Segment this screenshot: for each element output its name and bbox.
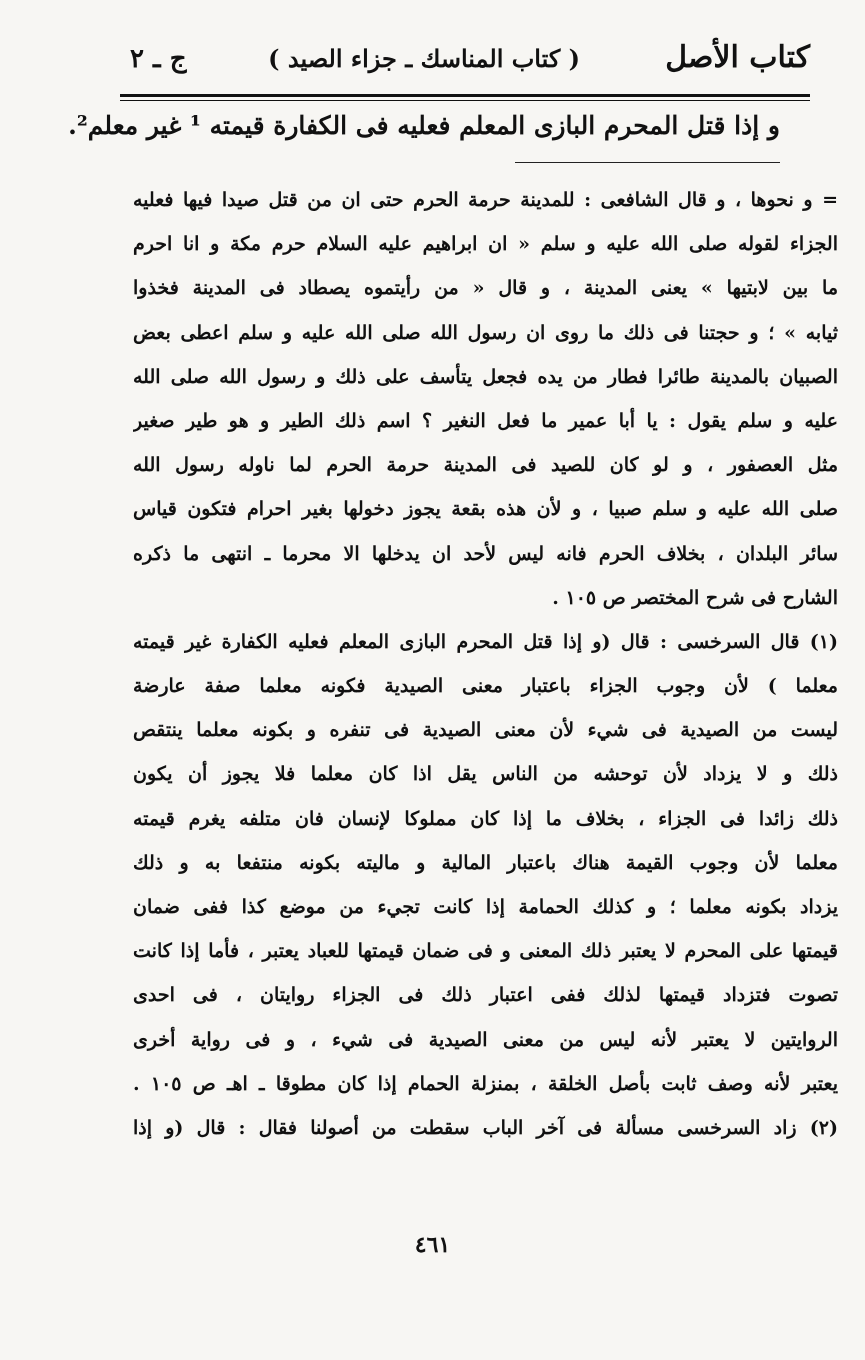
footnote-line: عليه و سلم يقول : يا أبا عمير ما فعل النغير ؟ اسم ذلك الطير و هو طير صغير (133, 409, 838, 432)
header-rule (120, 94, 810, 97)
footnote-1-line: (١) قال السرخسى : قال (و إذا قتل المحرم البازى المعلم فعليه الكفارة غير قيمته (133, 630, 838, 653)
footnote-1-line: الروايتين لا يعتبر لأنه ليس من معنى الصيدية فى شيء ، و فى رواية أخرى (133, 1028, 838, 1051)
main-text: و إذا قتل المحرم البازى المعلم فعليه فى الكفارة قيمته ¹ غير معلم². (68, 111, 780, 140)
book-title: كتاب الأصل (665, 40, 810, 75)
footnote-line: الشارح فى شرح المختصر ص ١٠٥ . (552, 586, 838, 609)
footnote-line: الصبيان بالمدينة طائرا فطار من يده فجعل يتأسف على ذلك و رسول الله صلى الله (133, 365, 838, 388)
footnote-1-line: قيمتها على المحرم لا يعتبر ذلك المعنى و فى ضمان قيمتها للعباد يعتبر ، فأما إذا كانت (133, 940, 838, 963)
volume-label: ج ـ ٢ (130, 44, 187, 74)
page-number: ٤٦١ (414, 1232, 451, 1258)
footnote-1-line: يعتبر لأنه وصف ثابت بأصل الخلقة ، بمنزلة الحمام إذا كان مطوقا ـ اهـ ص ١٠٥ . (133, 1072, 838, 1095)
footnote-line: ما بين لابتيها » يعنى المدينة ، و قال « من رأيتموه يصطاد فى المدينة فخذوا (133, 277, 838, 300)
footnote-1-line: ليست من الصيدية فى شيء لأن معنى الصيدية فى تنفره و بكونه معلما ينتقص (133, 719, 838, 742)
footnote-line: الجزاء لقوله صلى الله عليه و سلم « ان ابراهيم عليه السلام حرم مكة و انا احرم (133, 233, 838, 256)
footnote-1-line: ذلك زائدا فى الجزاء ، بخلاف ما إذا كان مملوكا لإنسان فان متلفه يغرم قيمته (133, 807, 838, 830)
footnote-1-line: يزداد بكونه معلما ؛ و كذلك الحمامة إذا كانت تجيء من موضع كذا ففى ضمان (133, 896, 838, 918)
footnote-line: = و نحوها ، و قال الشافعى : للمدينة حرمة الحرم حتى ان من قتل صيدا فيها فعليه (133, 189, 838, 211)
footnote-2-line: (٢) زاد السرخسى مسألة فى آخر الباب سقطت من أصولنا فقال : قال (و إذا (133, 1116, 838, 1139)
page-header (120, 38, 810, 88)
footnote-separator (515, 162, 780, 163)
footnote-line: صلى الله عليه و سلم صبيا ، و لأن هذه بقعة يجوز دخولها بغير احرام فتكون قياس (133, 498, 838, 521)
footnote-line: مثل العصفور ، و لو كان للصيد فى المدينة حرمة الحرم لما ناوله رسول الله (133, 454, 838, 477)
footnote-line: ثيابه » ؛ و حجتنا فى ذلك ما روى ان رسول الله صلى الله عليه و سلم اعطى بعض (133, 321, 838, 344)
footnote-line: سائر البلدان ، بخلاف الحرم فانه ليس لأحد ان يدخلها الا محرما ـ انتهى ما ذكره (133, 542, 838, 565)
footnotes (133, 178, 838, 1150)
footnote-1-line: تصوت فتزداد قيمتها لذلك ففى اعتبار ذلك فى الجزاء روايتان ، فى احدى (133, 984, 838, 1007)
header-rule-thin (120, 100, 810, 101)
chapter-title: ( كتاب المناسك ـ جزاء الصيد ) (268, 44, 580, 73)
footnote-1-line: معلما ) لأن وجوب الجزاء باعتبار معنى الصيدية فكونه معلما صفة عارضة (133, 675, 838, 698)
footnote-1-line: معلما لأن وجوب القيمة هناك باعتبار المالية و ماليته بكونه منتفعا به و ذلك (133, 851, 838, 874)
footnote-1-line: ذلك و لا يزداد لأن توحشه من الناس يقل اذا كان معلما فلا يجوز أن يكون (133, 763, 838, 786)
